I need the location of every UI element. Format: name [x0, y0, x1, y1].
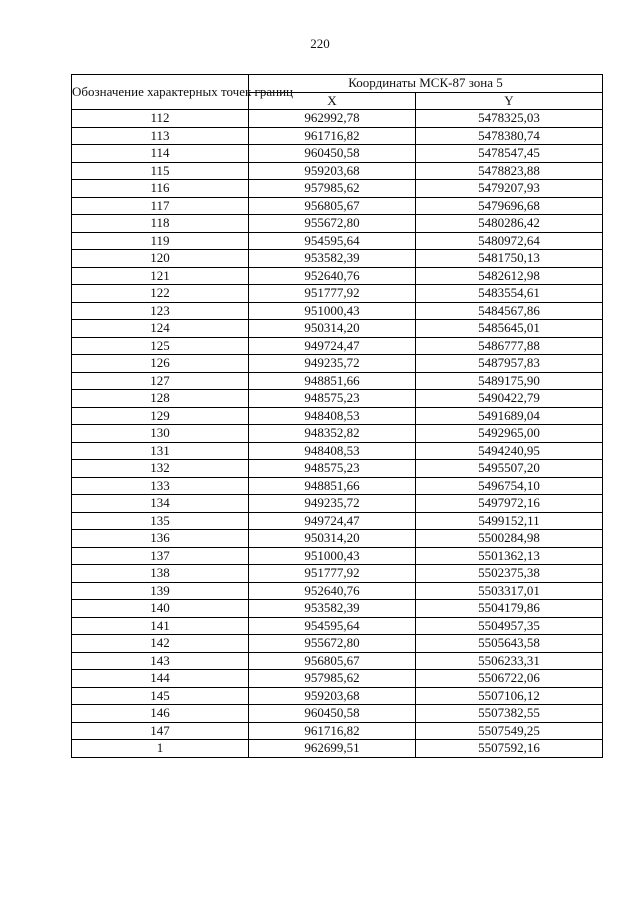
- y-coordinate-cell: 5480972,64: [416, 232, 603, 250]
- y-coordinate-cell: 5500284,98: [416, 530, 603, 548]
- table-row: [72, 635, 603, 653]
- point-cell: 129: [72, 407, 249, 425]
- x-coordinate-cell: 948408,53: [249, 442, 416, 460]
- y-coordinate-cell: 5489175,90: [416, 372, 603, 390]
- x-coordinate-cell: 962699,51: [249, 740, 416, 758]
- y-coordinate-cell: 5490422,79: [416, 390, 603, 408]
- x-coordinate-cell: 956805,67: [249, 197, 416, 215]
- y-coordinate-cell: 5486777,88: [416, 337, 603, 355]
- x-coordinate-cell: 955672,80: [249, 635, 416, 653]
- page-number: 220: [310, 36, 330, 51]
- header-row: [72, 75, 603, 93]
- point-designation-header: Обозначение характерных точек границ: [72, 75, 249, 110]
- table-row: [72, 652, 603, 670]
- y-coordinate-cell: 5495507,20: [416, 460, 603, 478]
- point-cell: 142: [72, 635, 249, 653]
- table-row: [72, 512, 603, 530]
- point-cell: 112: [72, 110, 249, 128]
- y-coordinate-cell: 5501362,13: [416, 547, 603, 565]
- point-cell: 117: [72, 197, 249, 215]
- x-coordinate-cell: 961716,82: [249, 722, 416, 740]
- table-row: [72, 337, 603, 355]
- x-coordinate-cell: 962992,78: [249, 110, 416, 128]
- point-cell: 126: [72, 355, 249, 373]
- x-coordinate-cell: 957985,62: [249, 180, 416, 198]
- x-coordinate-cell: 953582,39: [249, 250, 416, 268]
- point-cell: 114: [72, 145, 249, 163]
- x-coordinate-cell: 949235,72: [249, 355, 416, 373]
- table-header: [72, 75, 603, 110]
- table-row: [72, 442, 603, 460]
- point-cell: 139: [72, 582, 249, 600]
- x-coordinate-cell: 950314,20: [249, 530, 416, 548]
- y-coordinate-cell: 5478380,74: [416, 127, 603, 145]
- table-body: [72, 110, 603, 758]
- point-cell: 136: [72, 530, 249, 548]
- y-coordinate-cell: 5496754,10: [416, 477, 603, 495]
- table-row: [72, 460, 603, 478]
- table-row: [72, 495, 603, 513]
- point-cell: 1: [72, 740, 249, 758]
- point-cell: 123: [72, 302, 249, 320]
- x-coordinate-cell: 949235,72: [249, 495, 416, 513]
- y-coordinate-cell: 5483554,61: [416, 285, 603, 303]
- x-column-header: X: [249, 92, 416, 110]
- point-cell: 147: [72, 722, 249, 740]
- x-coordinate-cell: 951777,92: [249, 285, 416, 303]
- x-coordinate-cell: 948575,23: [249, 390, 416, 408]
- x-coordinate-cell: 955672,80: [249, 215, 416, 233]
- x-coordinate-cell: 959203,68: [249, 162, 416, 180]
- x-coordinate-cell: 960450,58: [249, 145, 416, 163]
- point-cell: 132: [72, 460, 249, 478]
- y-coordinate-cell: 5478325,03: [416, 110, 603, 128]
- table-row: [72, 320, 603, 338]
- point-cell: 135: [72, 512, 249, 530]
- point-cell: 124: [72, 320, 249, 338]
- point-cell: 133: [72, 477, 249, 495]
- x-coordinate-cell: 948408,53: [249, 407, 416, 425]
- point-cell: 120: [72, 250, 249, 268]
- table-row: [72, 232, 603, 250]
- point-cell: 137: [72, 547, 249, 565]
- y-coordinate-cell: 5497972,16: [416, 495, 603, 513]
- x-coordinate-cell: 949724,47: [249, 337, 416, 355]
- point-cell: 144: [72, 670, 249, 688]
- y-coordinate-cell: 5504957,35: [416, 617, 603, 635]
- table-row: [72, 407, 603, 425]
- point-cell: 138: [72, 565, 249, 583]
- y-coordinate-cell: 5484567,86: [416, 302, 603, 320]
- y-coordinate-cell: 5479207,93: [416, 180, 603, 198]
- y-coordinate-cell: 5479696,68: [416, 197, 603, 215]
- y-coordinate-cell: 5481750,13: [416, 250, 603, 268]
- table-row: [72, 267, 603, 285]
- table-row: [72, 687, 603, 705]
- y-coordinate-cell: 5507106,12: [416, 687, 603, 705]
- point-cell: 116: [72, 180, 249, 198]
- table-row: [72, 162, 603, 180]
- coordinates-table: [71, 74, 603, 758]
- y-coordinate-cell: 5482612,98: [416, 267, 603, 285]
- y-coordinate-cell: 5485645,01: [416, 320, 603, 338]
- table-row: [72, 705, 603, 723]
- x-coordinate-cell: 952640,76: [249, 582, 416, 600]
- x-coordinate-cell: 951777,92: [249, 565, 416, 583]
- y-coordinate-cell: 5507592,16: [416, 740, 603, 758]
- table-row: [72, 145, 603, 163]
- table-row: [72, 372, 603, 390]
- point-cell: 113: [72, 127, 249, 145]
- table-row: [72, 110, 603, 128]
- y-coordinate-cell: 5478823,88: [416, 162, 603, 180]
- y-coordinate-cell: 5506722,06: [416, 670, 603, 688]
- y-coordinate-cell: 5480286,42: [416, 215, 603, 233]
- point-cell: 115: [72, 162, 249, 180]
- x-coordinate-cell: 957985,62: [249, 670, 416, 688]
- table-row: [72, 215, 603, 233]
- coordinate-system-header: Координаты МСК-87 зона 5: [249, 75, 603, 93]
- x-coordinate-cell: 948851,66: [249, 477, 416, 495]
- x-coordinate-cell: 954595,64: [249, 617, 416, 635]
- table-row: [72, 285, 603, 303]
- y-coordinate-cell: 5494240,95: [416, 442, 603, 460]
- y-coordinate-cell: 5503317,01: [416, 582, 603, 600]
- table-row: [72, 670, 603, 688]
- table-row: [72, 740, 603, 758]
- y-coordinate-cell: 5504179,86: [416, 600, 603, 618]
- x-coordinate-cell: 950314,20: [249, 320, 416, 338]
- table-row: [72, 425, 603, 443]
- x-coordinate-cell: 951000,43: [249, 302, 416, 320]
- x-coordinate-cell: 952640,76: [249, 267, 416, 285]
- y-coordinate-cell: 5502375,38: [416, 565, 603, 583]
- table-row: [72, 530, 603, 548]
- point-cell: 145: [72, 687, 249, 705]
- x-coordinate-cell: 953582,39: [249, 600, 416, 618]
- y-coordinate-cell: 5506233,31: [416, 652, 603, 670]
- point-cell: 122: [72, 285, 249, 303]
- y-coordinate-cell: 5487957,83: [416, 355, 603, 373]
- y-coordinate-cell: 5505643,58: [416, 635, 603, 653]
- y-coordinate-cell: 5499152,11: [416, 512, 603, 530]
- point-cell: 127: [72, 372, 249, 390]
- table-row: [72, 565, 603, 583]
- table-row: [72, 180, 603, 198]
- point-cell: 140: [72, 600, 249, 618]
- x-coordinate-cell: 949724,47: [249, 512, 416, 530]
- point-cell: 131: [72, 442, 249, 460]
- x-coordinate-cell: 951000,43: [249, 547, 416, 565]
- point-cell: 143: [72, 652, 249, 670]
- y-coordinate-cell: 5491689,04: [416, 407, 603, 425]
- x-coordinate-cell: 954595,64: [249, 232, 416, 250]
- y-column-header: Y: [416, 92, 603, 110]
- table-row: [72, 197, 603, 215]
- point-cell: 125: [72, 337, 249, 355]
- table-row: [72, 547, 603, 565]
- table-row: [72, 600, 603, 618]
- table-row: [72, 617, 603, 635]
- point-cell: 118: [72, 215, 249, 233]
- point-cell: 119: [72, 232, 249, 250]
- table-row: [72, 582, 603, 600]
- table-row: [72, 477, 603, 495]
- y-coordinate-cell: 5492965,00: [416, 425, 603, 443]
- x-coordinate-cell: 948851,66: [249, 372, 416, 390]
- point-cell: 128: [72, 390, 249, 408]
- x-coordinate-cell: 948352,82: [249, 425, 416, 443]
- x-coordinate-cell: 960450,58: [249, 705, 416, 723]
- table-row: [72, 355, 603, 373]
- y-coordinate-cell: 5507382,55: [416, 705, 603, 723]
- y-coordinate-cell: 5478547,45: [416, 145, 603, 163]
- table-row: [72, 390, 603, 408]
- x-coordinate-cell: 948575,23: [249, 460, 416, 478]
- point-cell: 130: [72, 425, 249, 443]
- table-row: [72, 302, 603, 320]
- y-coordinate-cell: 5507549,25: [416, 722, 603, 740]
- point-cell: 146: [72, 705, 249, 723]
- point-cell: 121: [72, 267, 249, 285]
- table-row: [72, 722, 603, 740]
- x-coordinate-cell: 956805,67: [249, 652, 416, 670]
- x-coordinate-cell: 961716,82: [249, 127, 416, 145]
- table-row: [72, 127, 603, 145]
- table-row: [72, 250, 603, 268]
- x-coordinate-cell: 959203,68: [249, 687, 416, 705]
- point-cell: 141: [72, 617, 249, 635]
- point-cell: 134: [72, 495, 249, 513]
